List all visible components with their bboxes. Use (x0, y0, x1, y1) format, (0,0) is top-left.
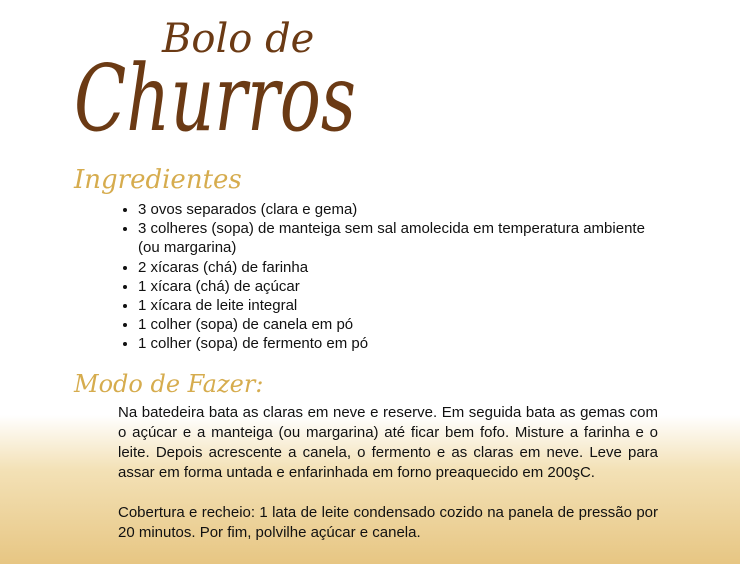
page-title (72, 30, 362, 150)
method-heading-text: Modo de Fazer: (74, 370, 264, 398)
list-item: • 1 xícara de leite integral (138, 296, 658, 315)
topping-paragraph: Cobertura e recheio: 1 lata de leite condensado cozido na panela de pressão por 20 minutos. Por fim, polvilhe açúcar e canela. (118, 504, 658, 541)
list-item: • 2 xícaras (chá) de farinha (138, 258, 658, 277)
method-heading (72, 364, 272, 404)
ingredients-heading (72, 160, 272, 200)
list-item: • 1 colher (sopa) de fermento em pó (138, 334, 658, 353)
list-item: • 1 xícara (chá) de açúcar (138, 277, 658, 296)
method-paragraph: Na batedeira bata as claras em neve e reserve. Em seguida bata as gemas com o açúcar e a manteiga (ou margarina) até ficar bem fofo. Misture a farinha e o leite. Depois acrescente a canela, o fermento e as claras em neve. Leve para assar em forma untada e enfarinhada em forno preaquecido em 200şC. (118, 404, 658, 481)
list-item: • 3 colheres (sopa) de manteiga sem sal amolecida em temperatura ambiente (ou margarina) (138, 219, 658, 257)
title-line1-text: Bolo de (162, 16, 315, 62)
method-text (118, 403, 658, 543)
ingredients-heading-text: Ingredientes (74, 165, 242, 195)
list-item: • 1 colher (sopa) de canela em pó (138, 315, 658, 334)
list-item: • 3 ovos separados (clara e gema) (138, 200, 658, 219)
page-title-text: Churros (74, 45, 356, 150)
ingredients-list (116, 200, 658, 354)
